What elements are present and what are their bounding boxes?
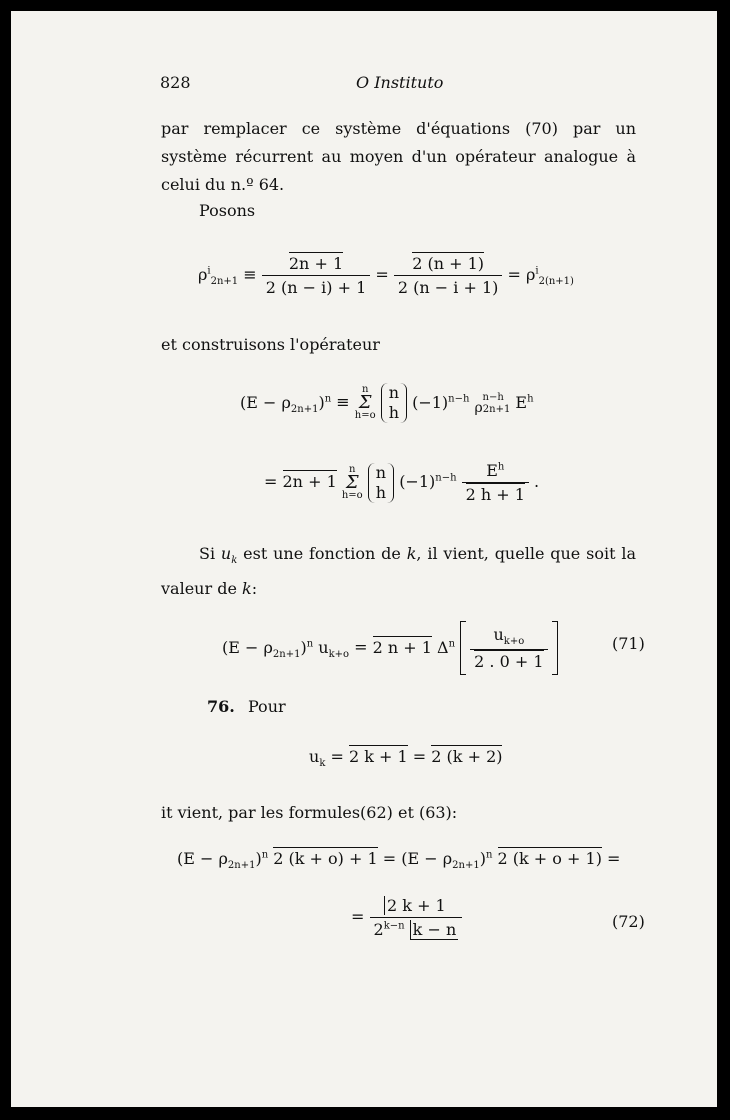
running-title: O Instituto	[356, 73, 444, 92]
binomial: n h	[368, 463, 394, 503]
paragraph-intro: par remplacer ce système d'équations (70) par un système récurrent au moyen d'un opérateur analogue à celui du n.º 64.	[161, 119, 636, 194]
square-bracket	[460, 625, 557, 671]
page-number: 828	[160, 73, 191, 92]
equation-long: $(E - \rho_{2n+1})^n$ 2 $(k + o) + 1 = (E - \rho_{2n+1})^n$ 2 (k + o + 1) =	[177, 849, 621, 872]
equation-71: $(E - \rho_{2n+1})^n$ $u_{k+o} = 2$ n + 1 $\Delta^n$ $\frac{u_{k+o}}{2 . 0 + 1}$	[222, 625, 558, 671]
summation: n Σ h=o	[354, 384, 376, 421]
equation-rho	[198, 254, 574, 297]
equals-sign: =	[375, 265, 389, 284]
equation-operator-1: $(E - \rho_{2n+1})^n$ ≡ n Σ h=o n h $(-1)^{n-h}$ n−h ρ2n+1 $E^h$	[240, 383, 534, 422]
rho-lhs: $\rho^i_{2n+1}$	[198, 265, 239, 288]
equation-operator-2: = 2n + 1 n Σ h=o n h $(-1)^{n-h}$ $\frac{E^h}{2 h + 1}$ .	[264, 461, 540, 504]
binomial: n h	[381, 383, 407, 423]
rho-rhs: $\rho^i_{2(n+1)}$	[525, 265, 574, 288]
equiv-sign: ≡	[243, 265, 257, 284]
fraction-E: $\frac{E^h}{2 h + 1}$	[462, 461, 529, 504]
construct-line: et construisons l'opérateur	[161, 335, 380, 354]
section-76: 76. Pour	[207, 697, 286, 716]
equals-sign: =	[507, 265, 521, 284]
posons-line: Posons	[199, 201, 256, 220]
fraction-1: $\frac{2n + 1}{2 (n - i) + 1}$	[262, 254, 371, 297]
summation: n Σ h=o	[341, 463, 363, 501]
equation-number-71: (71)	[612, 634, 645, 653]
fraction-72: $\frac{2 k + 1}{2^{k-n} k - n}$	[370, 896, 463, 939]
fraction-2: $\frac{2 (n + 1)}{2 (n - i + 1)}$	[394, 254, 503, 297]
paragraph-function: Si $u_k$ est une fonction de k, il vient, quelle que soit la valeur de k:	[161, 544, 636, 599]
document-page	[9, 9, 719, 1109]
fraction-u: $\frac{u_{k+o}}{2 . 0 + 1}$	[470, 625, 547, 671]
equation-72: = $\frac{2 k + 1}{2^{k-n} k - n}$	[351, 896, 462, 939]
equation-number-72: (72)	[612, 912, 645, 931]
paragraph-formulas: it vient, par les formules(62) et (63):	[161, 803, 458, 822]
equation-uk: $u_k = 2$ k + 1 = 2 (k + 2)	[309, 747, 503, 770]
